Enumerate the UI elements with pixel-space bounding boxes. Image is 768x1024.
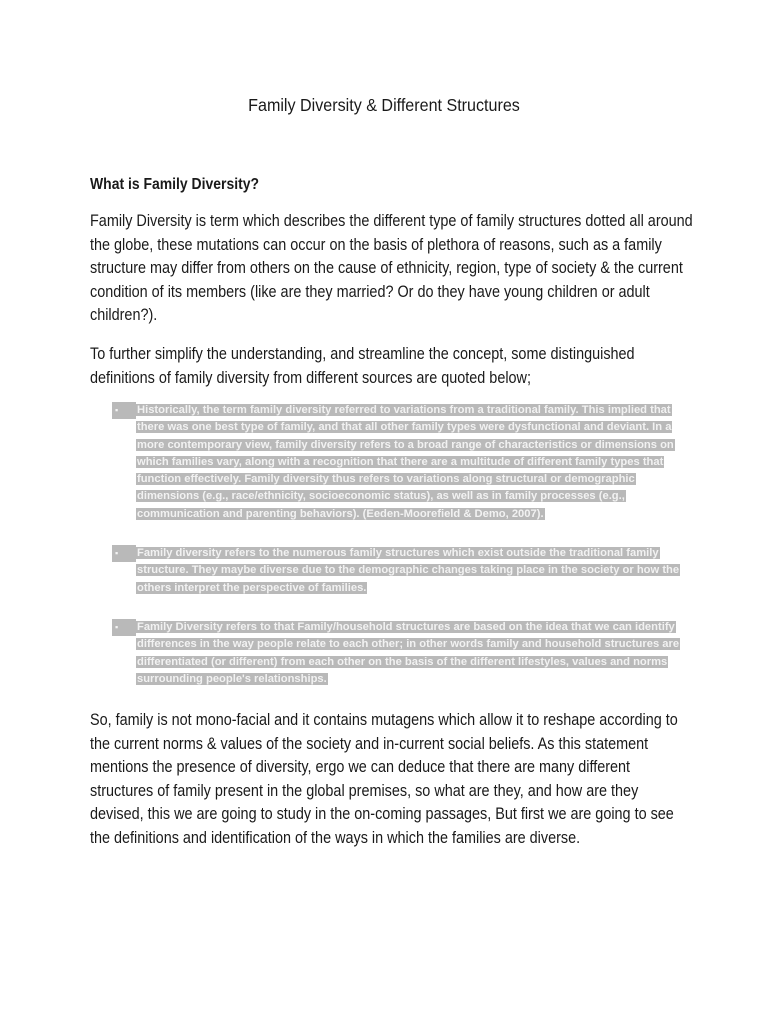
section-heading: What is Family Diversity? [90,176,260,193]
intro-paragraph: Family Diversity is term which describes the different type of family structures dotted all around the globe, these mutations can occur on the basis of plethora of reasons, such as a family structure may differ from others on the cause of ethnicity, region, type of society & the current condition of its members (like are they married? Or do they have young children or adult children?). [90,212,693,325]
conclusion-paragraph: So, family is not mono-facial and it contains mutagens which allow it to reshape according to the current norms & values of the society and in-current social beliefs. As this statement mentions the presence of diversity, ergo we can deduce that there are many different structures of family present in the global premises, so what are they, and how are they devised, this we are going to study in the on-coming passages, But first we are going to see the definitions and identification of the ways in which the families are diverse. [90,711,678,847]
quote-item [112,619,692,688]
document-title: Family Diversity & Different Structures [248,95,520,115]
definitions-intro-paragraph: To further simplify the understanding, and streamline the concept, some distinguished definitions of family diversity from different sources are quoted below; [90,345,635,387]
square-bullet-icon: ▪ [112,402,136,419]
quote-text: Historically, the term family diversity referred to variations from a traditional family. This implied that there was one best type of family, and that all other family types were dysfunctional and deviant. In a more contemporary view, family diversity refers to a broad range of characteristics or dimensions on which families vary, along with a recognition that there are a multitude of different family types that function effectively. Family diversity thus refers to variations along structural or demographic dimensions (e.g., race/ethnicity, socioeconomic status), as well as in family processes (e.g., communication and parenting behaviors). (Eeden-Moorefield & Demo, 2007). [137,404,674,520]
quote-item [112,402,692,523]
quote-item [112,545,692,597]
definitions-quote-list [112,402,692,688]
square-bullet-icon: ▪ [112,545,136,562]
square-bullet-icon: ▪ [112,619,136,636]
quote-text: Family Diversity refers to that Family/household structures are based on the idea that we can identify differences in the way people relate to each other; in other words family and household structures are differentiated (or different) from each other on the basis of the different lifestyles, values and norms surrounding people's relationships. [137,620,680,685]
quote-text: Family diversity refers to the numerous family structures which exist outside the traditional family structure. They maybe diverse due to the demographic changes taking place in the society or how the others interpret the perspective of families. [137,547,680,594]
